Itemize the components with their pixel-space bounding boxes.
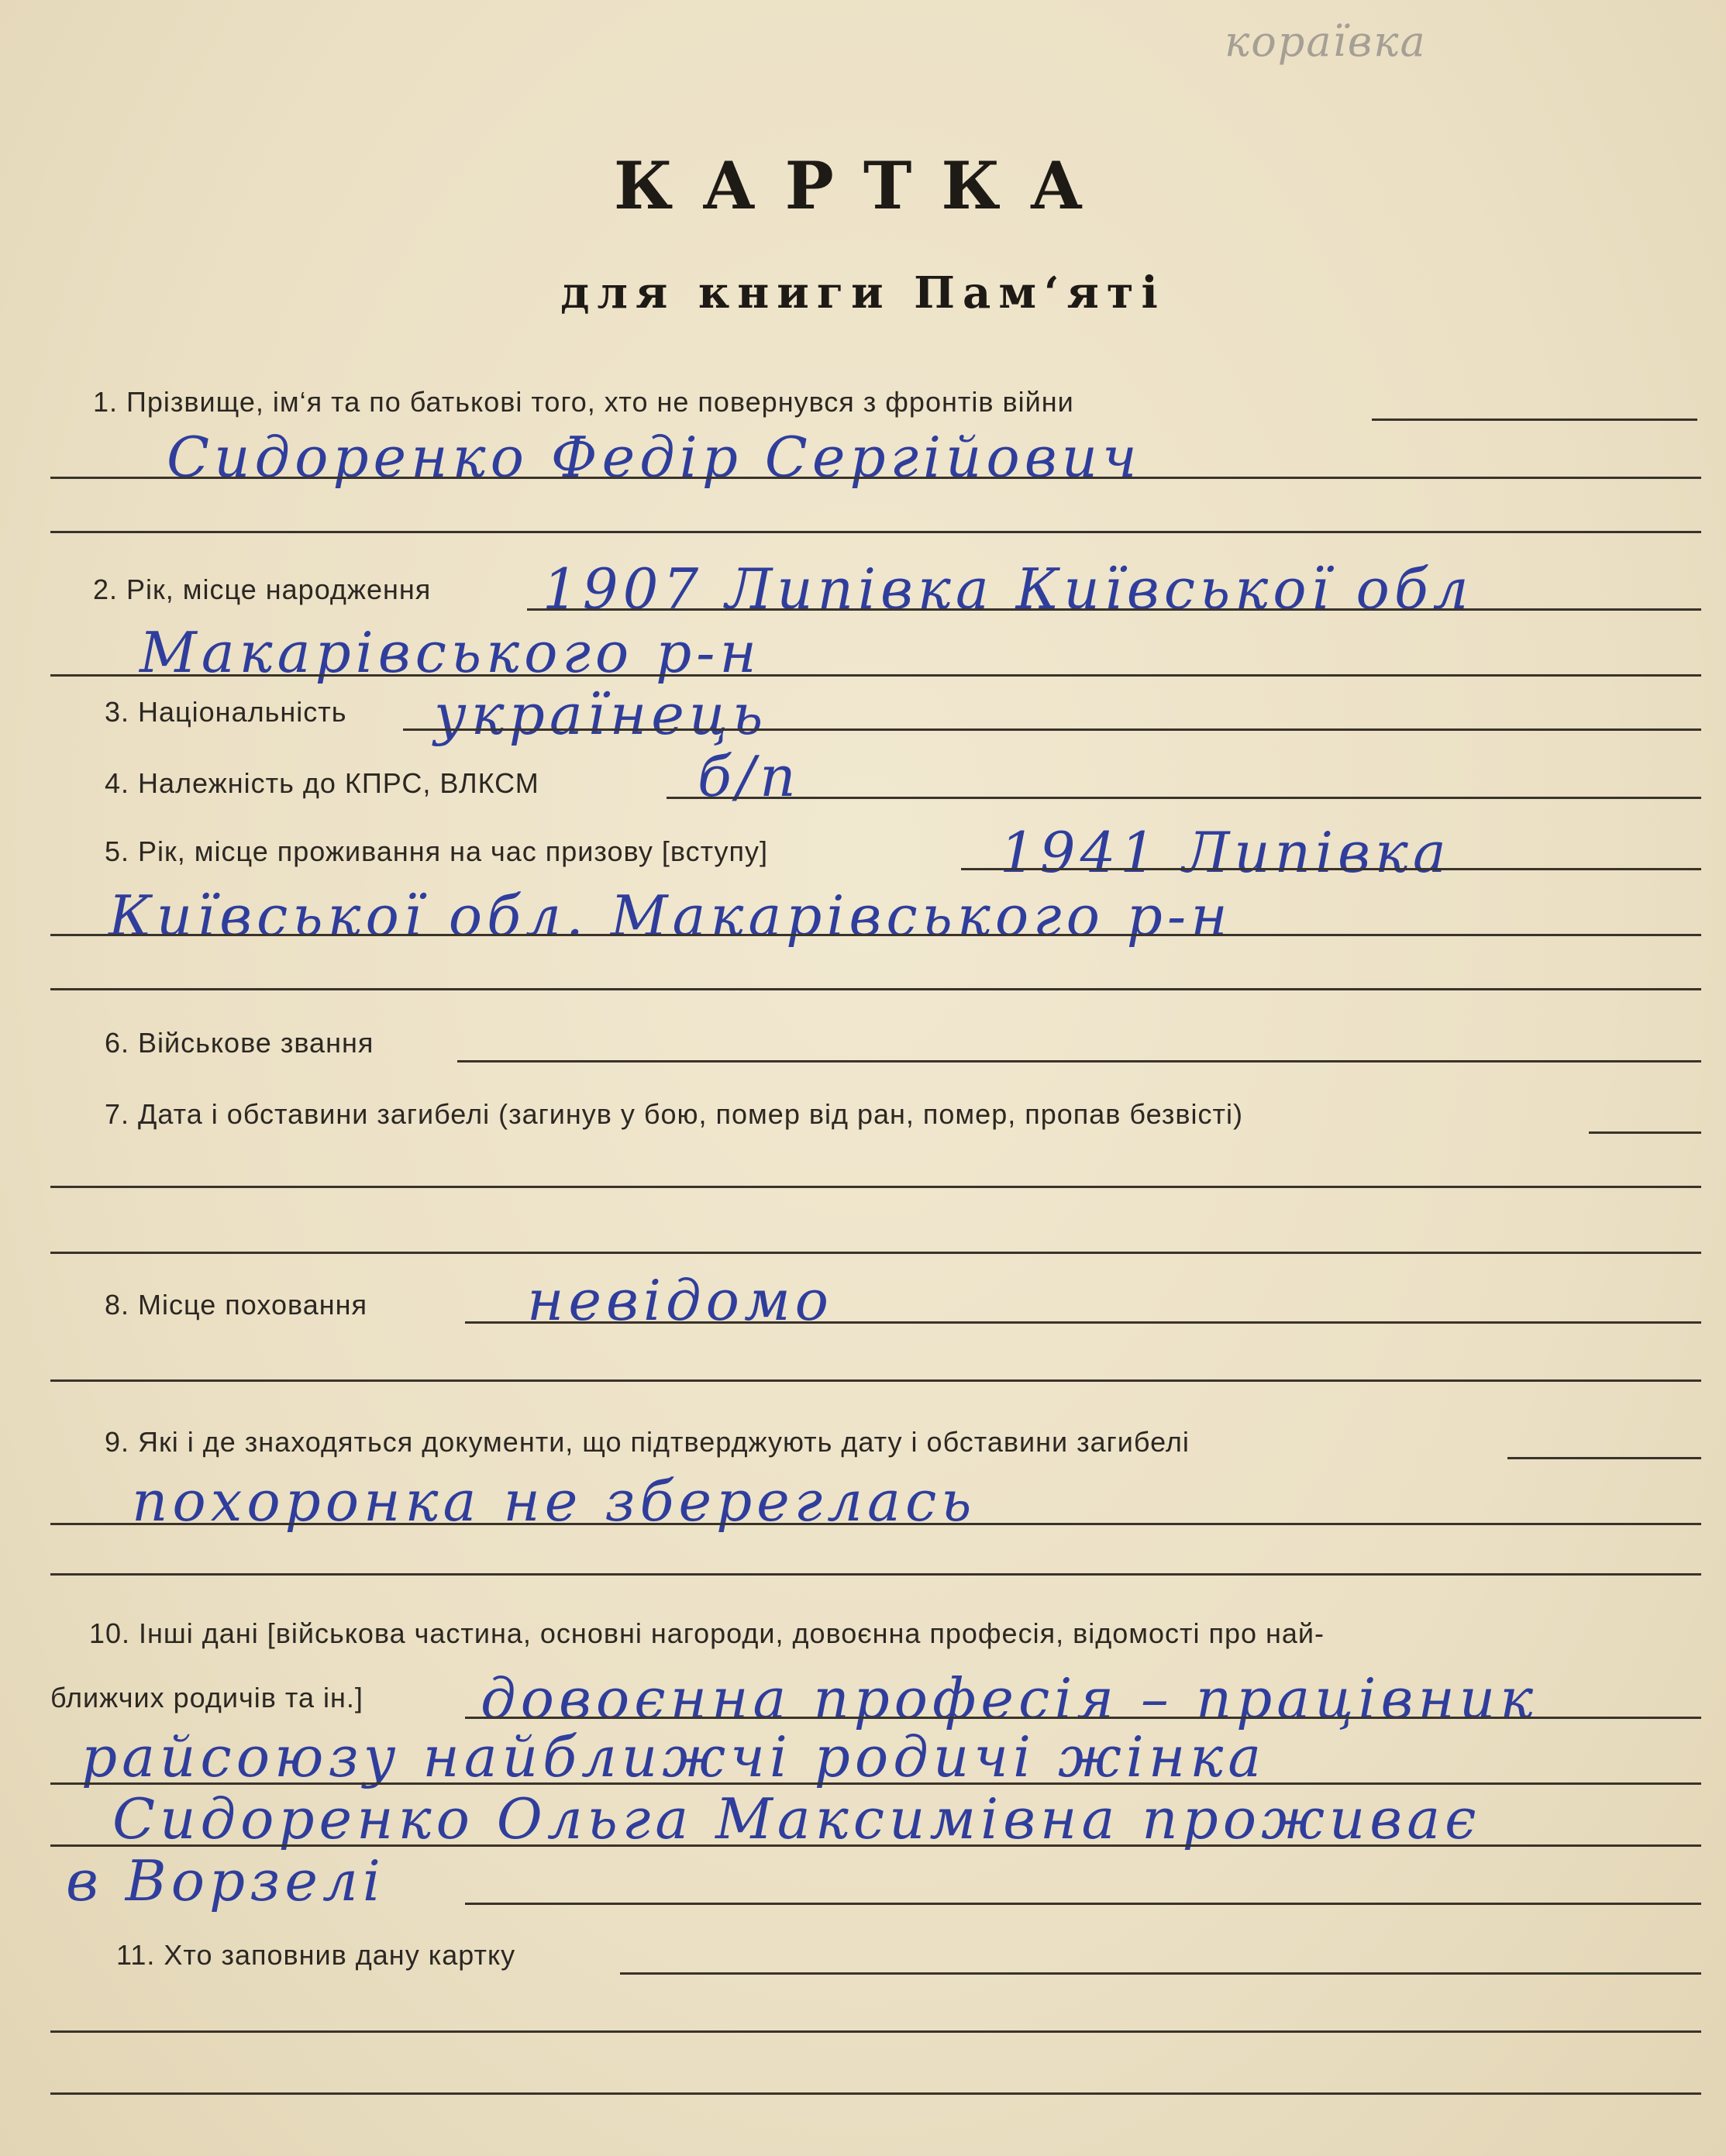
field-1-line-b bbox=[50, 477, 1701, 479]
field-8-line-a bbox=[465, 1321, 1701, 1324]
field-11-label: 11. Хто заповнив дану картку bbox=[116, 1939, 516, 1971]
field-1-value: Сидоренко Федір Сергійович bbox=[167, 425, 1142, 490]
card-title: КАРТКА bbox=[613, 147, 1113, 224]
field-10-value-3: Сидоренко Ольга Максимівна проживає bbox=[112, 1786, 1481, 1851]
field-2-line-a bbox=[527, 608, 1701, 611]
field-10-line-b bbox=[50, 1782, 1701, 1785]
field-10-value-1: довоєнна професія – працівник bbox=[481, 1666, 1538, 1731]
field-11-line-a bbox=[620, 1972, 1701, 1975]
field-6-line bbox=[457, 1060, 1701, 1063]
field-5-value-1: 1941 Липівка bbox=[1000, 820, 1451, 885]
field-10-line-c bbox=[50, 1844, 1701, 1847]
field-10-value-4: в Ворзелі bbox=[66, 1848, 385, 1913]
field-5-value-2: Київської обл. Макарівського р-н bbox=[109, 883, 1232, 949]
field-10-line-a bbox=[465, 1717, 1701, 1719]
field-11-line-b bbox=[50, 2030, 1701, 2033]
field-5-line-a bbox=[961, 868, 1701, 870]
field-3-line bbox=[403, 728, 1701, 731]
field-7-line-a bbox=[1589, 1131, 1701, 1134]
field-5-line-b bbox=[50, 934, 1701, 936]
field-1-label: 1. Прізвище, ім‘я та по батькові того, хто не повернувся з фронтів війни bbox=[93, 386, 1074, 418]
field-5-line-c bbox=[50, 988, 1701, 990]
field-5-label: 5. Рік, місце проживання на час призову [вступу] bbox=[105, 835, 768, 867]
field-9-line-b bbox=[50, 1523, 1701, 1525]
card-subtitle: для книги Пам‘яті bbox=[560, 267, 1166, 319]
field-7-line-c bbox=[50, 1252, 1701, 1254]
pencil-note: кораївка bbox=[1225, 17, 1427, 66]
field-9-line-a bbox=[1507, 1457, 1701, 1459]
field-6-label: 6. Військове звання bbox=[105, 1027, 374, 1059]
field-7-line-b bbox=[50, 1186, 1701, 1188]
field-8-line-b bbox=[50, 1379, 1701, 1382]
field-11-line-c bbox=[50, 2092, 1701, 2095]
field-10-label-2: ближчих родичів та ін.] bbox=[50, 1682, 363, 1713]
field-3-label: 3. Національність bbox=[105, 696, 347, 728]
field-8-value: невідомо bbox=[527, 1268, 833, 1333]
field-7-label: 7. Дата і обставини загибелі (загинув у бою, помер від ран, помер, пропав безвісті) bbox=[105, 1098, 1243, 1130]
field-2-value-1: 1907 Липівка Київської обл bbox=[543, 556, 1473, 622]
field-10-label-1: 10. Інші дані [військова частина, основні нагороди, довоєнна професія, відомості про най- bbox=[89, 1617, 1325, 1649]
field-9-label: 9. Які і де знаходяться документи, що підтверджують дату і обставини загибелі bbox=[105, 1426, 1190, 1458]
field-3-value: українець bbox=[434, 682, 768, 747]
field-2-value-2: Макарівського р-н bbox=[140, 620, 761, 685]
field-2-label: 2. Рік, місце народження bbox=[93, 573, 432, 605]
field-8-label: 8. Місце поховання bbox=[105, 1289, 367, 1321]
field-10-line-d bbox=[465, 1903, 1701, 1905]
field-2-line-b bbox=[50, 674, 1701, 677]
field-1-line-a bbox=[1372, 418, 1697, 421]
field-9-line-c bbox=[50, 1573, 1701, 1576]
field-1-line-c bbox=[50, 531, 1701, 533]
field-4-line bbox=[667, 797, 1701, 799]
field-9-value: похоронка не збереглась bbox=[132, 1469, 977, 1534]
field-4-value: б/п bbox=[698, 744, 801, 809]
field-10-value-2: райсоюзу найближчі родичі жінка bbox=[81, 1724, 1266, 1789]
field-4-label: 4. Належність до КПРС, ВЛКСМ bbox=[105, 767, 539, 799]
